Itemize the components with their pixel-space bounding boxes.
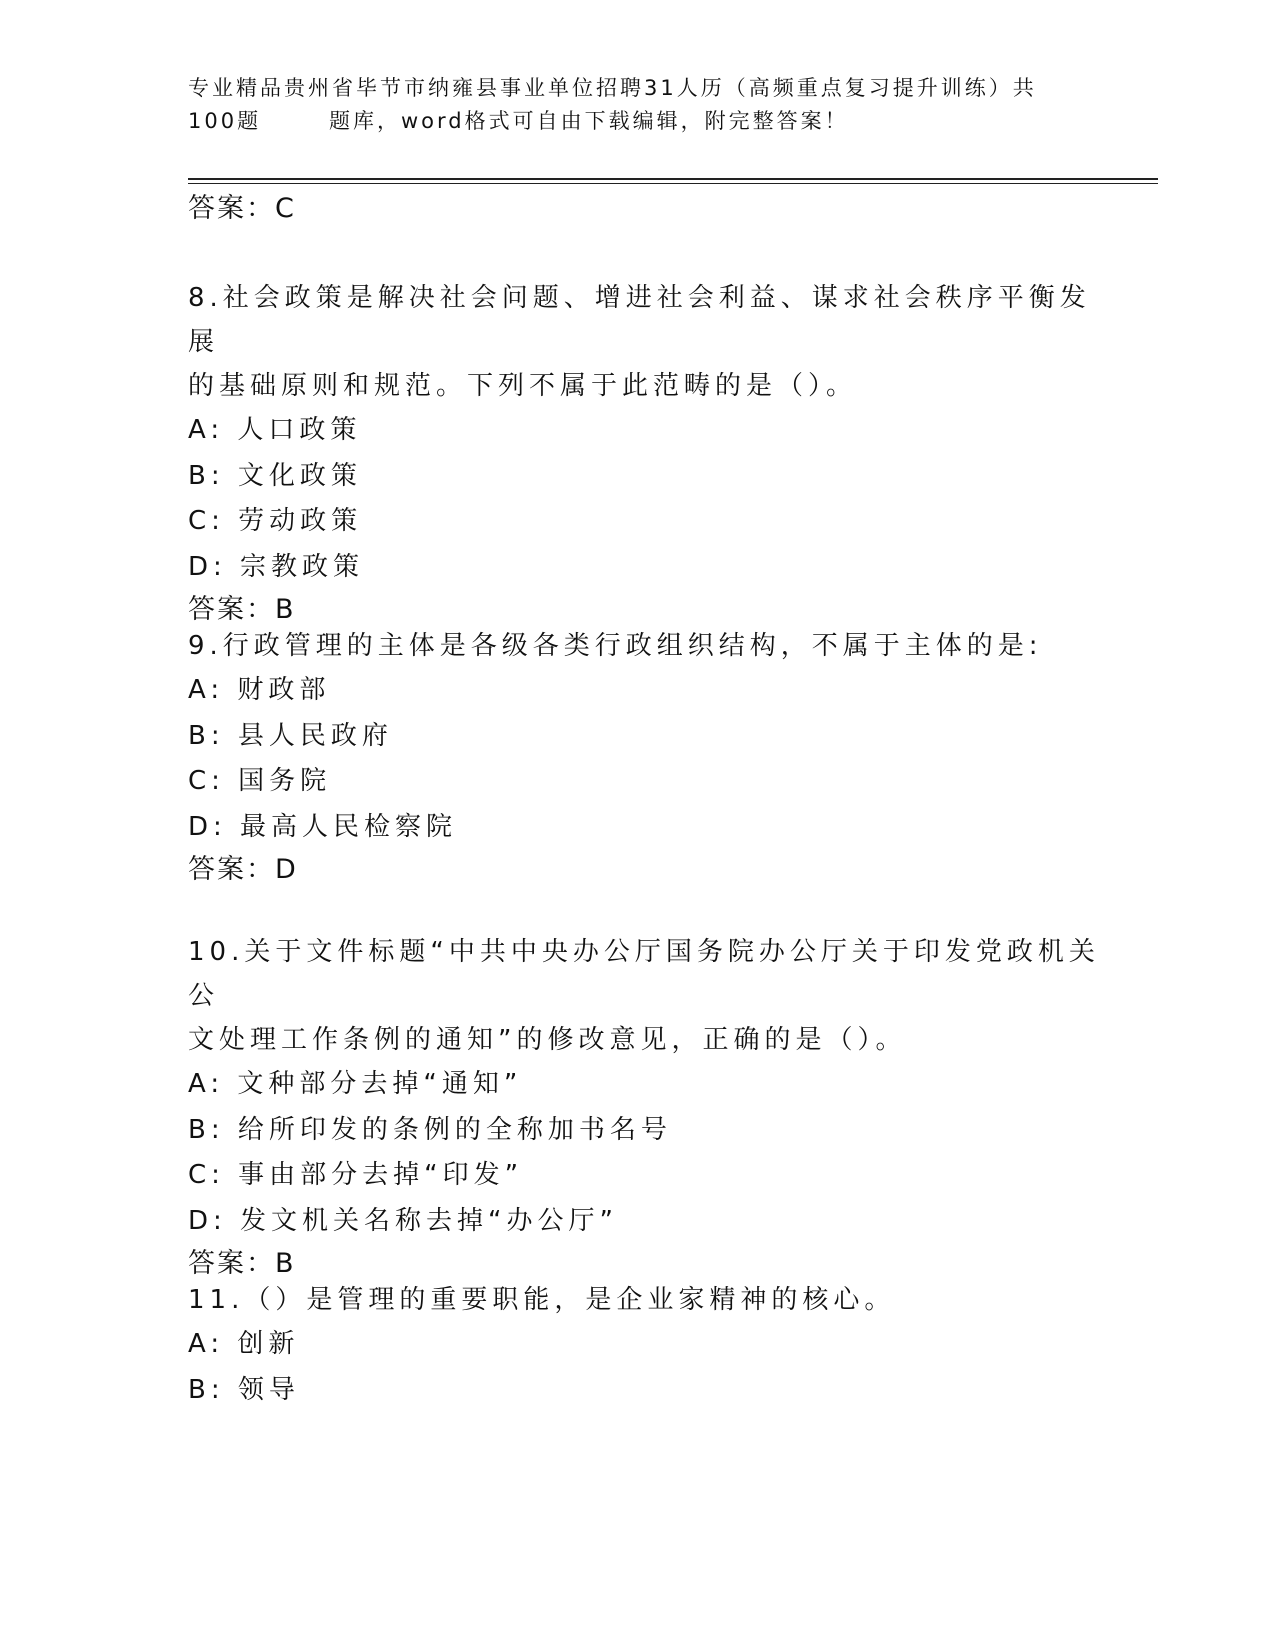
header-line-2 — [188, 105, 1088, 138]
option-c: C: 事由部分去掉“印发” — [188, 1160, 524, 1190]
header-description: 题库，word格式可自由下载编辑，附完整答案！ — [329, 109, 849, 133]
question-stem-line: 11.（）是管理的重要职能，是企业家精神的核心。 — [188, 1285, 896, 1315]
answer-label: 答案：B — [188, 594, 296, 625]
option-b: B: 县人民政府 — [188, 720, 393, 751]
header-divider-thick — [188, 178, 1158, 180]
option-c: C: 劳动政策 — [188, 506, 363, 536]
option-d: D: 最高人民检察院 — [188, 811, 458, 842]
question-stem-line: 8.社会政策是解决社会问题、增进社会利益、谋求社会秩序平衡发展 — [188, 283, 1091, 357]
previous-answer-block — [188, 189, 1108, 229]
option-a: A: 财政部 — [188, 675, 331, 705]
answer-label: 答案：B — [188, 1248, 296, 1279]
header-line-1: 专业精品贵州省毕节市纳雍县事业单位招聘31人历（高频重点复习提升训练）共 — [188, 76, 1037, 100]
question-8 — [188, 276, 1108, 630]
option-d: D: 发文机关名称去掉“办公厅” — [188, 1205, 618, 1236]
option-a: A: 创新 — [188, 1329, 300, 1359]
question-stem-line: 10.关于文件标题“中共中央办公厅国务院办公厅关于印发党政机关公 — [188, 937, 1100, 1011]
option-c: C: 国务院 — [188, 766, 332, 796]
option-a: A: 文种部分去掉“通知” — [188, 1069, 523, 1099]
option-b: B: 领导 — [188, 1374, 300, 1405]
question-9 — [188, 624, 1108, 890]
header-question-count: 100题 — [188, 109, 262, 133]
answer-label: 答案：C — [188, 193, 296, 224]
option-b: B: 文化政策 — [188, 460, 362, 491]
document-header — [188, 72, 1088, 138]
question-stem-line: 9.行政管理的主体是各级各类行政组织结构，不属于主体的是: — [188, 631, 1043, 661]
option-b: B: 给所印发的条例的全称加书名号 — [188, 1114, 672, 1145]
question-stem-line: 的基础原则和规范。下列不属于此范畴的是（）。 — [188, 371, 858, 401]
question-11 — [188, 1278, 1108, 1413]
option-a: A: 人口政策 — [188, 415, 362, 445]
header-divider-thin — [188, 183, 1158, 184]
question-stem-line: 文处理工作条例的通知”的修改意见，正确的是（）。 — [188, 1025, 907, 1055]
option-d: D: 宗教政策 — [188, 551, 365, 582]
question-10 — [188, 930, 1108, 1284]
answer-label: 答案：D — [188, 854, 298, 885]
